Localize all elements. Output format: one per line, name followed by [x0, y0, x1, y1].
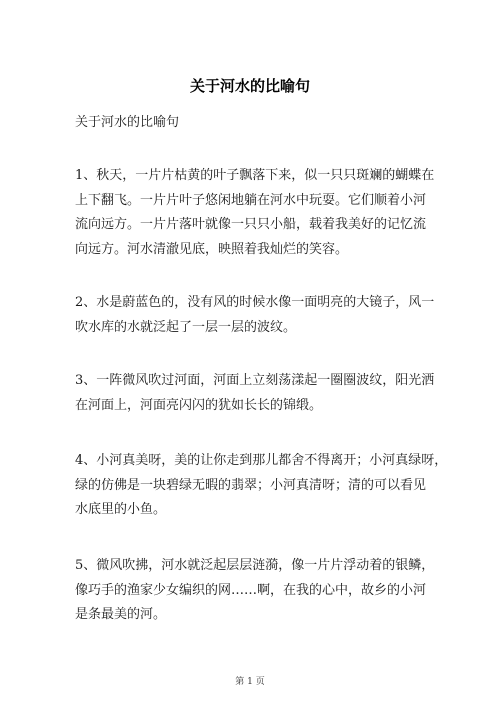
paragraph-line: 5、微风吹拂，河水就泛起层层涟漪，像一片片浮动着的银鳞，: [75, 558, 435, 573]
paragraph-line: 2、水是蔚蓝色的，没有风的时候水像一面明亮的大镜子，风一: [75, 295, 435, 310]
paragraph-5: [75, 554, 435, 628]
paragraph-line: 上下翻飞。一片片叶子悠闲地躺在河水中玩耍。它们顺着小河: [75, 192, 427, 208]
paragraph-line: 4、小河真美呀，美的让你走到那儿都舍不得离开；小河真绿呀，: [75, 453, 448, 468]
paragraph-line: 像巧手的渔家少女编织的网……啊，在我的心中，故乡的小河: [75, 582, 427, 598]
paragraph-line: 流向远方。一片片落叶就像一只只小船，载着我美好的记忆流: [75, 217, 427, 232]
paragraph-line: 绿的仿佛是一块碧绿无暇的翡翠；小河真清呀；清的可以看见: [75, 477, 427, 493]
paragraph-line: 在河面上，河面亮闪闪的犹如长长的锦缎。: [75, 397, 323, 413]
paragraph-line: 1、秋天，一片片枯黄的叶子飘落下来，似一只只斑斓的蝴蝶在: [75, 168, 435, 183]
paragraph-4: [75, 449, 448, 523]
paragraph-3: [75, 369, 435, 418]
document-subtitle: 关于河水的比喻句: [75, 115, 180, 130]
paragraph-line: 3、一阵微风吹过河面，河面上立刻荡漾起一圈圈波纹，阳光洒: [75, 373, 435, 388]
paragraph-line: 向远方。河水清澈见底，映照着我灿烂的笑容。: [75, 241, 349, 257]
paragraph-line: 是条最美的河。: [75, 607, 167, 622]
paragraph-line: 吹水库的水就泛起了一层一层的波纹。: [75, 319, 297, 335]
document-title: 关于河水的比喻句: [189, 77, 310, 95]
paragraph-line: 水底里的小鱼。: [75, 502, 167, 517]
page-number: 第 1 页: [235, 677, 265, 687]
paragraph-1: [75, 164, 435, 262]
paragraph-2: [75, 291, 435, 340]
